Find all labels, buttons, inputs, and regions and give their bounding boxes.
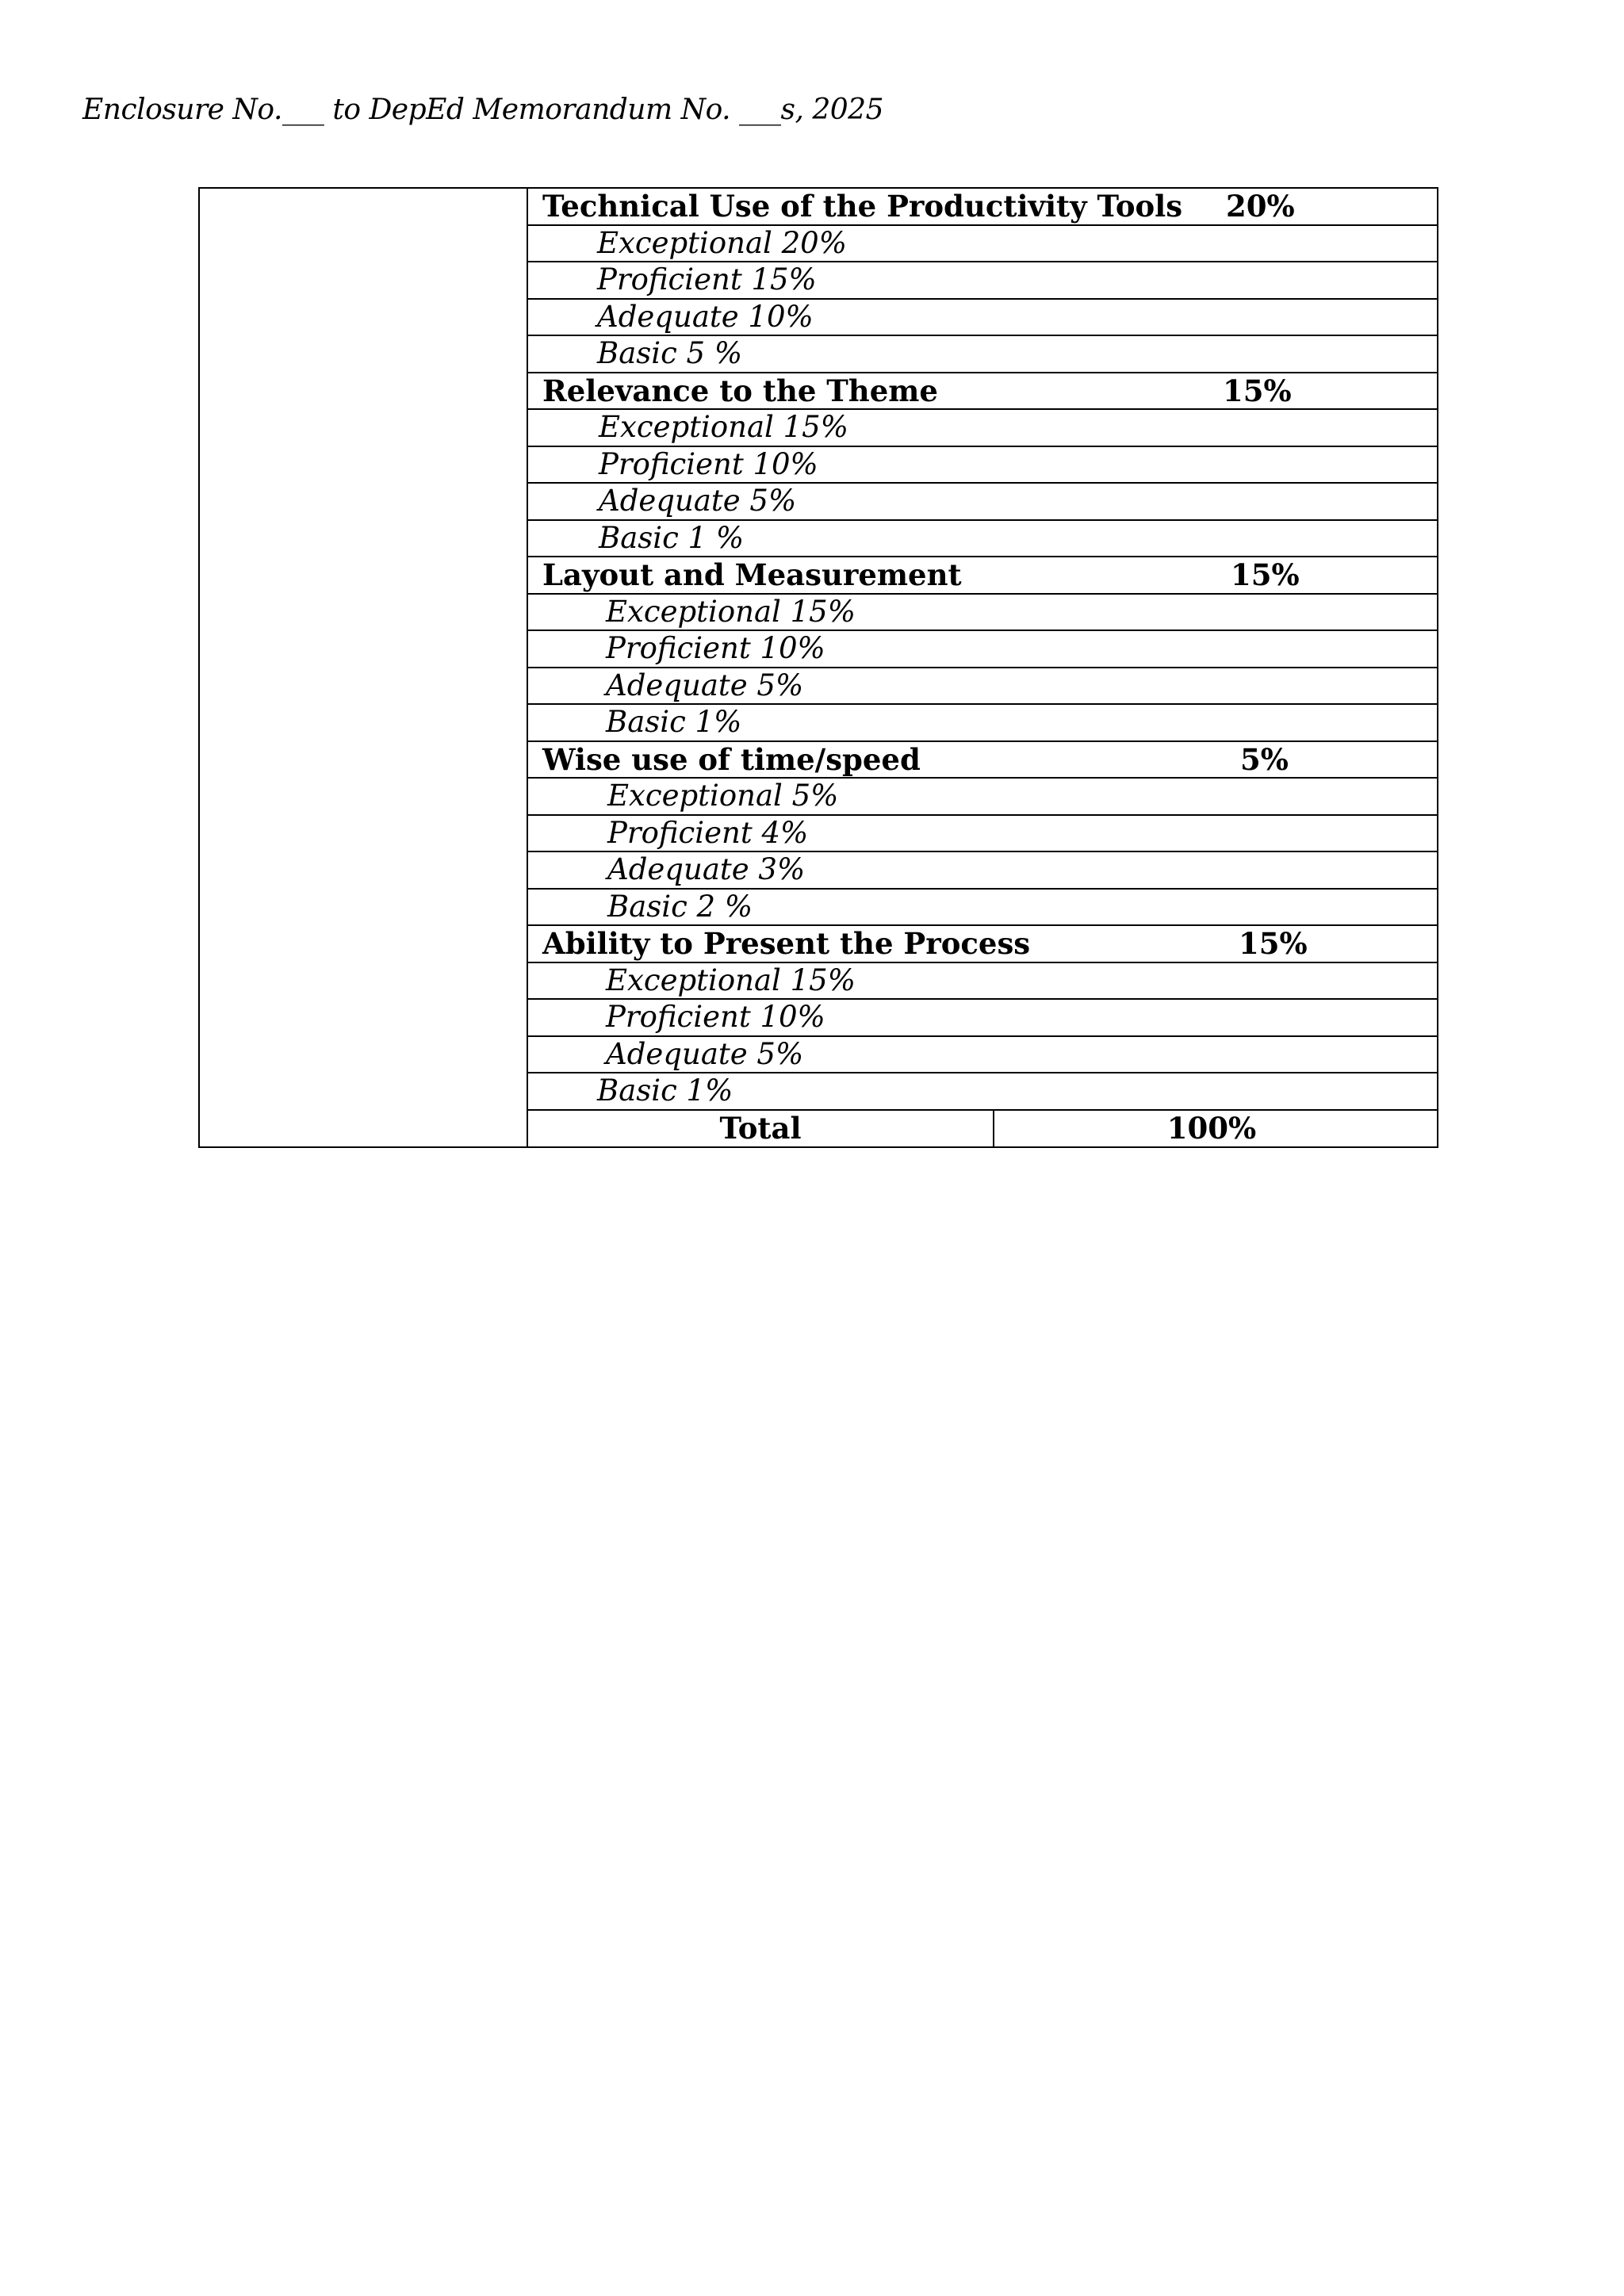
level-row bbox=[528, 890, 1437, 927]
level-text: Proficient 4% bbox=[607, 815, 809, 850]
criterion-name: Technical Use of the Productivity Tools bbox=[542, 189, 1183, 224]
level-text: Adequate 5% bbox=[606, 1036, 804, 1071]
level-text: Proficient 15% bbox=[597, 262, 817, 297]
level-row bbox=[528, 816, 1437, 853]
level-row bbox=[528, 631, 1437, 668]
level-text: Proficient 10% bbox=[599, 446, 818, 481]
total-label: Total bbox=[528, 1111, 994, 1148]
level-text: Exceptional 15% bbox=[599, 410, 848, 444]
level-row bbox=[528, 779, 1437, 816]
level-row bbox=[528, 447, 1437, 484]
level-text: Basic 2 % bbox=[607, 889, 753, 924]
level-text: Exceptional 15% bbox=[606, 962, 856, 997]
criterion-row bbox=[528, 189, 1437, 226]
level-row bbox=[528, 668, 1437, 706]
level-text: Exceptional 15% bbox=[606, 594, 856, 629]
criterion-weight: 15% bbox=[1239, 926, 1308, 961]
level-row bbox=[528, 852, 1437, 890]
level-text: Basic 5 % bbox=[597, 336, 743, 370]
criterion-name: Ability to Present the Process bbox=[542, 926, 1031, 961]
level-text: Proficient 10% bbox=[606, 631, 825, 665]
level-text: Basic 1% bbox=[606, 705, 742, 739]
criterion-name: Wise use of time/speed bbox=[542, 741, 921, 777]
level-text: Adequate 10% bbox=[597, 299, 814, 334]
level-text: Adequate 5% bbox=[606, 668, 804, 702]
level-row bbox=[528, 226, 1437, 263]
criterion-name: Relevance to the Theme bbox=[542, 373, 938, 408]
level-row bbox=[528, 705, 1437, 742]
enclosure-header: Enclosure No.___ to DepEd Memorandum No. ___s, 2025 bbox=[82, 94, 883, 126]
level-text: Adequate 3% bbox=[607, 852, 806, 886]
level-row bbox=[528, 336, 1437, 373]
level-row bbox=[528, 521, 1437, 558]
criterion-name: Layout and Measurement bbox=[542, 557, 962, 592]
criterion-weight: 15% bbox=[1231, 557, 1300, 592]
level-text: Proficient 10% bbox=[606, 1000, 825, 1034]
criterion-weight: 15% bbox=[1223, 373, 1292, 408]
level-text: Basic 1% bbox=[597, 1073, 733, 1108]
criterion-weight: 20% bbox=[1226, 189, 1295, 224]
level-row bbox=[528, 410, 1437, 447]
level-row bbox=[528, 1000, 1437, 1037]
level-row bbox=[528, 963, 1437, 1001]
level-row bbox=[528, 484, 1437, 521]
level-text: Exceptional 20% bbox=[597, 225, 847, 260]
rubric-table bbox=[198, 187, 1438, 1148]
level-text: Basic 1 % bbox=[599, 520, 745, 555]
criterion-row bbox=[528, 742, 1437, 779]
level-row bbox=[528, 1037, 1437, 1074]
level-text: Adequate 5% bbox=[599, 484, 797, 518]
total-row bbox=[528, 1111, 1437, 1148]
level-text: Exceptional 5% bbox=[607, 779, 839, 813]
criterion-row bbox=[528, 926, 1437, 963]
criterion-row bbox=[528, 373, 1437, 411]
total-value: 100% bbox=[1166, 1110, 1257, 1146]
criterion-weight: 5% bbox=[1240, 741, 1289, 777]
level-row bbox=[528, 595, 1437, 632]
level-row bbox=[528, 300, 1437, 337]
level-row bbox=[528, 1073, 1437, 1111]
level-row bbox=[528, 262, 1437, 300]
rubric-column bbox=[528, 189, 1437, 1147]
empty-left-column bbox=[200, 189, 528, 1146]
criterion-row bbox=[528, 557, 1437, 595]
